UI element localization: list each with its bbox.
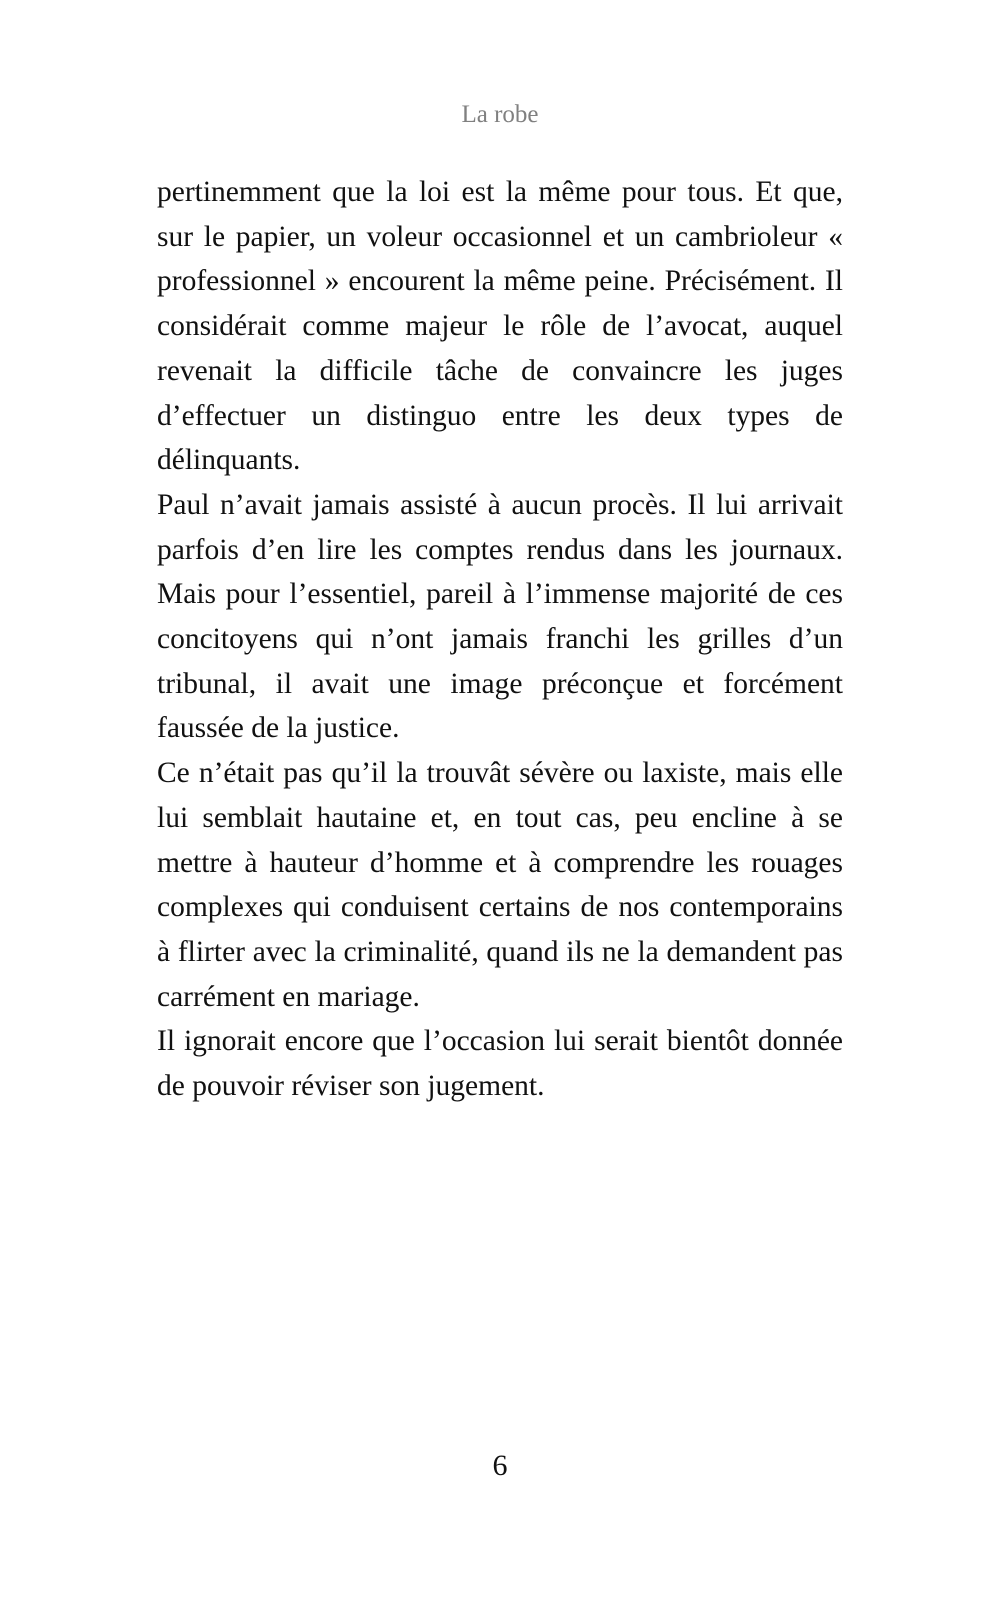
page-number: 6 [492, 1449, 508, 1482]
paragraph: Il ignorait encore que l’occasion lui serait bientôt donnée de pouvoir réviser son jugement. [157, 1025, 843, 1103]
paragraph: pertinemment que la loi est la même pour tous. Et que, sur le papier, un voleur occasionnel et un cambrioleur « professionnel » encourent la même peine. Précisément. Il considérait comme majeur le rôle de l’avocat, auquel revenait la difficile tâche de convaincre les juges d’effectuer un distinguo entre les deux types de délinquants. [157, 176, 843, 477]
paragraph: Paul n’avait jamais assisté à aucun procès. Il lui arrivait parfois d’en lire les comptes rendus dans les journaux. Mais pour l’essentiel, pareil à l’immense majorité de ces concitoyens qui n’ont jamais franchi les grilles d’un tribunal, il avait une image préconçue et forcément faussée de la justice. [157, 488, 843, 745]
page-body [157, 170, 843, 1109]
running-header: La robe [461, 101, 539, 128]
paragraph: Ce n’était pas qu’il la trouvât sévère ou laxiste, mais elle lui semblait hautaine et, en tout cas, peu encline à se mettre à hauteur d’homme et à comprendre les rouages complexes qui conduisent certains de nos contemporains à flirter avec la criminalité, quand ils ne la demandent pas carrément en mariage. [157, 757, 843, 1013]
